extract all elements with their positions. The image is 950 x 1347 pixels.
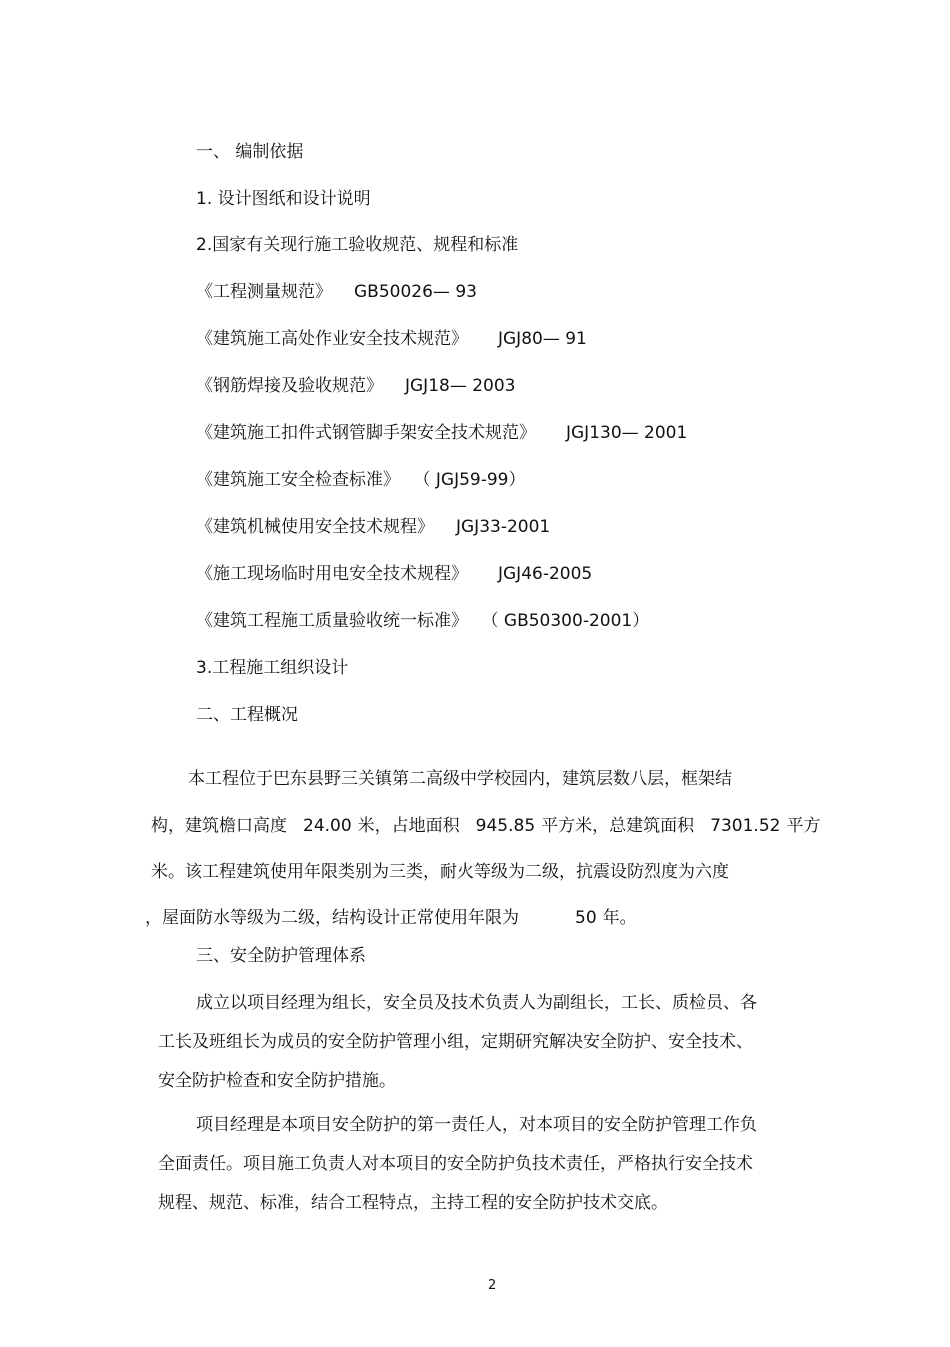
overview-line-3: 米。该工程建筑使用年限类别为三类，耐火等级为二级，抗震设防烈度为六度 xyxy=(151,862,729,882)
standard-code: （ GB50300-2001） xyxy=(490,611,650,631)
eave-height-value: 24.00 xyxy=(303,816,352,836)
standard-title: 《建筑工程施工质量验收统一标准》 xyxy=(196,611,468,631)
standard-title: 《工程测量规范》 xyxy=(196,282,332,302)
design-life-value: 50 xyxy=(575,908,597,928)
paragraph-2-line: 项目经理是本项目安全防护的第一责任人，对本项目的安全防护管理工作负 xyxy=(196,1115,757,1135)
standard-title: 《建筑施工安全检查标准》 xyxy=(196,470,400,490)
total-area-value: 7301.52 xyxy=(710,816,781,836)
standard-code: JGJ33-2001 xyxy=(456,517,551,537)
overview-line-1: 本工程位于巴东县野三关镇第二高级中学校园内，建筑层数八层，框架结 xyxy=(188,769,732,789)
overview-line-4 xyxy=(145,907,637,929)
paragraph-1-line: 成立以项目经理为组长，安全员及技术负责人为副组长，工长、质检员、各 xyxy=(196,993,757,1013)
standard-code: JGJ130— 2001 xyxy=(566,423,688,443)
paragraph-2-line: 全面责任。项目施工负责人对本项目的安全防护负技术责任，严格执行安全技术 xyxy=(158,1154,753,1174)
overview-text: 平方 xyxy=(786,816,821,836)
page-number: 2 xyxy=(488,1278,497,1293)
standard-line xyxy=(196,281,477,303)
overview-text: 年。 xyxy=(602,908,637,928)
overview-text: 构，建筑檐口高度 xyxy=(151,816,287,836)
standard-line xyxy=(196,610,649,632)
section-heading-basis: 一、 编制依据 xyxy=(196,142,304,162)
standard-title: 《建筑施工高处作业安全技术规范》 xyxy=(196,329,468,349)
overview-text: ，屋面防水等级为二级，结构设计正常使用年限为 xyxy=(145,908,519,928)
paragraph-1-line: 工长及班组长为成员的安全防护管理小组，定期研究解决安全防护、安全技术、 xyxy=(158,1032,753,1052)
overview-text: 米，占地面积 xyxy=(357,816,460,836)
standard-code: GB50026— 93 xyxy=(354,282,477,302)
section-heading-safety: 三、安全防护管理体系 xyxy=(196,946,366,966)
overview-text: 平方米，总建筑面积 xyxy=(541,816,695,836)
site-area-value: 945.85 xyxy=(475,816,536,836)
paragraph-1-line: 安全防护检查和安全防护措施。 xyxy=(158,1071,396,1091)
standard-code: JGJ46-2005 xyxy=(498,564,593,584)
standard-code: JGJ80— 91 xyxy=(498,329,587,349)
standard-code: （ JGJ59-99） xyxy=(422,470,526,490)
standard-line xyxy=(196,563,592,585)
standard-line xyxy=(196,516,550,538)
standard-line xyxy=(196,422,687,444)
standard-title: 《建筑机械使用安全技术规程》 xyxy=(196,517,434,537)
paragraph-2-line: 规程、规范、标准，结合工程特点，主持工程的安全防护技术交底。 xyxy=(158,1193,668,1213)
standard-title: 《建筑施工扣件式钢管脚手架安全技术规范》 xyxy=(196,423,536,443)
standard-line xyxy=(196,328,587,350)
standard-line xyxy=(196,375,516,397)
section-heading-overview: 二、工程概况 xyxy=(196,705,298,725)
basis-item-3: 3.工程施工组织设计 xyxy=(196,658,349,678)
basis-item-1: 1. 设计图纸和设计说明 xyxy=(196,189,371,209)
basis-item-2: 2.国家有关现行施工验收规范、规程和标准 xyxy=(196,235,519,255)
overview-line-2 xyxy=(151,815,820,837)
standard-line xyxy=(196,469,526,491)
standard-title: 《施工现场临时用电安全技术规程》 xyxy=(196,564,468,584)
standard-title: 《钢筋焊接及验收规范》 xyxy=(196,376,383,396)
standard-code: JGJ18— 2003 xyxy=(405,376,516,396)
